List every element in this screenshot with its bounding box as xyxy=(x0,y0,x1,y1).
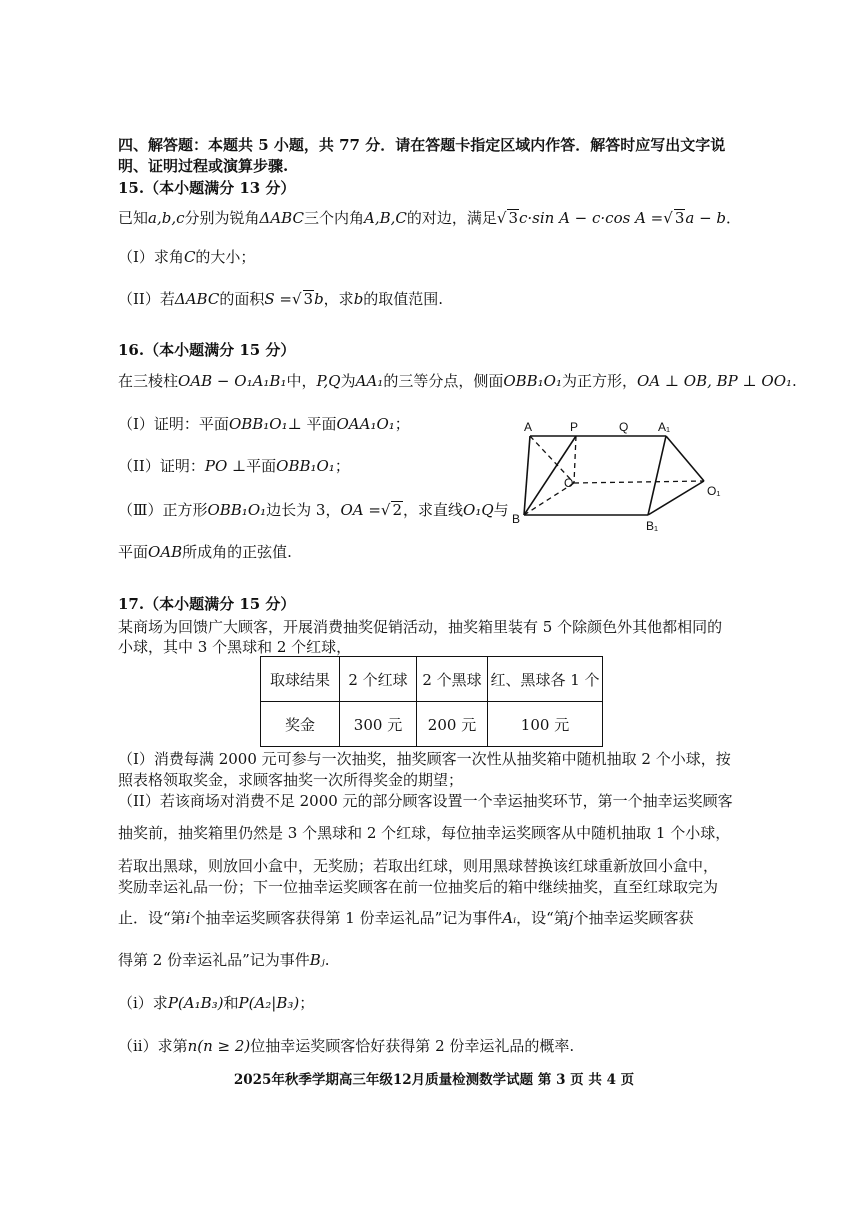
q16-part3-cont: 平面OAB所成角的正弦值. xyxy=(118,543,292,561)
label-B1: B₁ xyxy=(646,519,659,533)
table-cell: 2 个红球 xyxy=(340,657,417,702)
q16-title: 16.（本小题满分 15 分） xyxy=(118,341,296,359)
section-header-line1: 四、解答题：本题共 5 小题，共 77 分．请在答题卡指定区域内作答．解答时应写出文字说 xyxy=(118,136,726,154)
prism-figure xyxy=(508,418,728,536)
q17-part1-line1: （I）消费每满 2000 元可参与一次抽奖，抽奖顾客一次性从抽奖箱中随机抽取 2 个小球，按 xyxy=(118,750,731,768)
section-header-line2: 明、证明过程或演算步骤. xyxy=(118,157,289,175)
q17-sub1: （i）求P(A₁B₃)和P(A₂|B₃)； xyxy=(118,994,315,1012)
q16-stem: 在三棱柱OAB − O₁A₁B₁中，P,Q为AA₁的三等分点，侧面OBB₁O₁为正方形，OA ⊥ OB, BP ⊥ OO₁. xyxy=(118,372,797,390)
table-cell: 2 个黑球 xyxy=(417,657,488,702)
label-O: O xyxy=(564,476,574,490)
prize-table xyxy=(260,656,603,747)
table-cell: 200 元 xyxy=(417,702,488,747)
table-row xyxy=(261,657,603,702)
edge-o-o1 xyxy=(574,481,704,483)
q15-part1: （I）求角C的大小； xyxy=(118,248,256,266)
label-A1: A₁ xyxy=(658,420,671,434)
table-cell: 红、黑球各 1 个 xyxy=(488,657,603,702)
edge-b1-o1 xyxy=(648,481,704,515)
q17-part2-line6: 得第 2 份幸运礼品”记为事件Bⱼ. xyxy=(118,951,330,969)
edge-a1-b1 xyxy=(648,436,666,515)
table-cell: 奖金 xyxy=(261,702,340,747)
q15-stem: 已知a,b,c分别为锐角ΔABC三个内角A,B,C的对边，满足√ 3c·sin A − c·cos A =√ 3a − b． xyxy=(118,208,741,228)
q15-part2: （II）若ΔABC的面积S =√ 3b，求b的取值范围. xyxy=(118,289,443,309)
q16-part2: （II）证明：PO ⊥平面OBB₁O₁； xyxy=(118,457,350,475)
q16-part3: （Ⅲ）正方形OBB₁O₁边长为 3，OA =√ 2，求直线O₁Q与 xyxy=(118,500,509,520)
q17-stem1: 某商场为回馈广大顾客，开展消费抽奖促销活动，抽奖箱里装有 5 个除颜色外其他都相同的 xyxy=(118,618,723,636)
q17-title: 17.（本小题满分 15 分） xyxy=(118,595,296,613)
q17-part2-line2: 抽奖前，抽奖箱里仍然是 3 个黑球和 2 个红球，每位抽幸运奖顾客从中随机抽取 1 个小球， xyxy=(118,824,731,842)
table-cell: 300 元 xyxy=(340,702,417,747)
q17-sub2: （ii）求第n(n ≥ 2)位抽幸运奖顾客恰好获得第 2 份幸运礼品的概率. xyxy=(118,1037,575,1055)
q17-part2-line4: 奖励幸运礼品一份；下一位抽幸运奖顾客在前一位抽奖后的箱中继续抽奖，直至红球取完为 xyxy=(118,878,719,896)
table-cell: 取球结果 xyxy=(261,657,340,702)
edge-p-o xyxy=(574,436,576,483)
label-A: A xyxy=(524,420,533,434)
q16-part1: （I）证明：平面OBB₁O₁⊥ 平面OAA₁O₁； xyxy=(118,415,410,433)
label-P: P xyxy=(570,420,579,434)
edge-a1-o1 xyxy=(666,436,704,481)
edge-a-b xyxy=(524,436,530,515)
page-footer: 2025年秋季学期高三年级12月质量检测数学试题 第 3 页 共 4 页 xyxy=(233,1072,635,1088)
q17-part2-line3: 若取出黑球，则放回小盒中，无奖励；若取出红球，则用黑球替换该红球重新放回小盒中， xyxy=(118,857,719,875)
q15-title: 15.（本小题满分 13 分） xyxy=(118,179,296,197)
q17-part2-line5: 止．设“第i个抽幸运奖顾客获得第 1 份幸运礼品”记为事件Aᵢ，设“第j个抽幸运奖顾客获 xyxy=(118,909,694,927)
q17-part1-line2: 照表格领取奖金，求顾客抽奖一次所得奖金的期望； xyxy=(118,771,464,789)
table-cell: 100 元 xyxy=(488,702,603,747)
label-O1: O₁ xyxy=(707,484,721,498)
table-row xyxy=(261,702,603,747)
label-B: B xyxy=(512,512,521,526)
q17-stem2: 小球，其中 3 个黑球和 2 个红球， xyxy=(118,638,352,656)
label-Q: Q xyxy=(619,420,629,434)
q17-part2-line1: （II）若该商场对消费不足 2000 元的部分顾客设置一个幸运抽奖环节，第一个抽幸运奖顾客 xyxy=(118,792,733,810)
